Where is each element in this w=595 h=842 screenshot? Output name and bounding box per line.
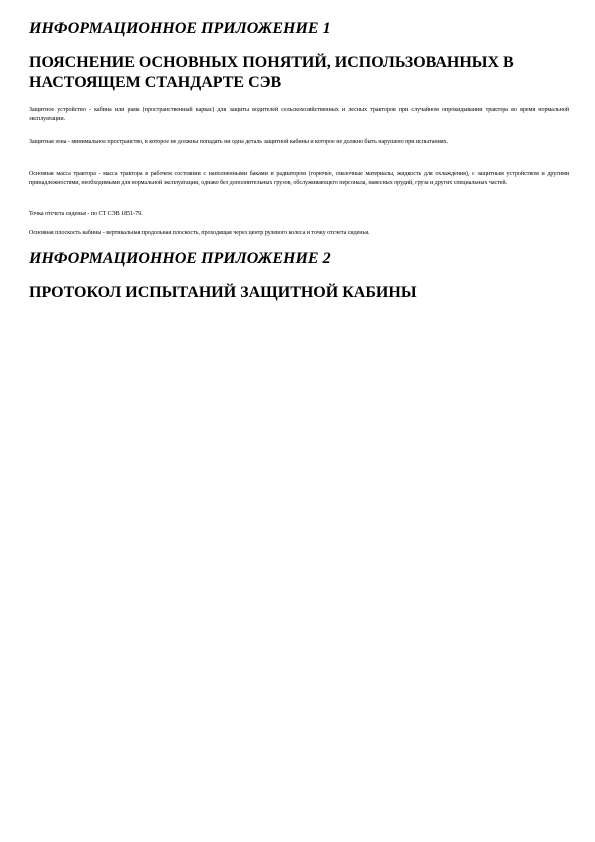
definition-seat-reference-point: Точка отсчета сиденья - по СТ СЭВ 1851-79. bbox=[29, 211, 143, 217]
appendix-2-heading: ИНФОРМАЦИОННОЕ ПРИЛОЖЕНИЕ 2 bbox=[29, 250, 331, 267]
definition-tractor-mass: Основная масса трактора - масса трактора в рабочем состоянии с наполненными баками и радиатором (горючее, смазочные материалы, жидкость для охлаждения), с защитным устройством и другими принадлежностями, необходимыми для нормальной эксплуатации, однако без дополнительных грузов, обслуживающего персонала, навесных орудий, груза и других специальных частей. bbox=[29, 171, 569, 187]
appendix-2-title: ПРОТОКОЛ ИСПЫТАНИЙ ЗАЩИТНОЙ КАБИНЫ bbox=[29, 284, 417, 301]
definition-protective-zone: Защитная зона - минимальное пространство, в которое не должны попадать ни одна деталь защитной кабины и которое не должно быть нарушено при испытаниях. bbox=[29, 139, 449, 145]
appendix-1-title: ПОЯСНЕНИЕ ОСНОВНЫХ ПОНЯТИЙ, ИСПОЛЬЗОВАННЫХ В НАСТОЯЩЕМ СТАНДАРТЕ СЭВ bbox=[29, 54, 514, 91]
appendix-1-heading: ИНФОРМАЦИОННОЕ ПРИЛОЖЕНИЕ 1 bbox=[29, 20, 331, 37]
definition-protective-device: Защитное устройство - кабина или рама (пространственный каркас) для защиты водителей сельскохозяйственных и лесных тракторов при случайном опрокидывании трактора во время нормальной эксплуатации. bbox=[29, 107, 569, 123]
definition-cab-main-plane: Основная плоскость кабины - вертикальная продольная плоскость, проходящая через центр рулевого колеса и точку отсчета сиденья. bbox=[29, 230, 370, 236]
